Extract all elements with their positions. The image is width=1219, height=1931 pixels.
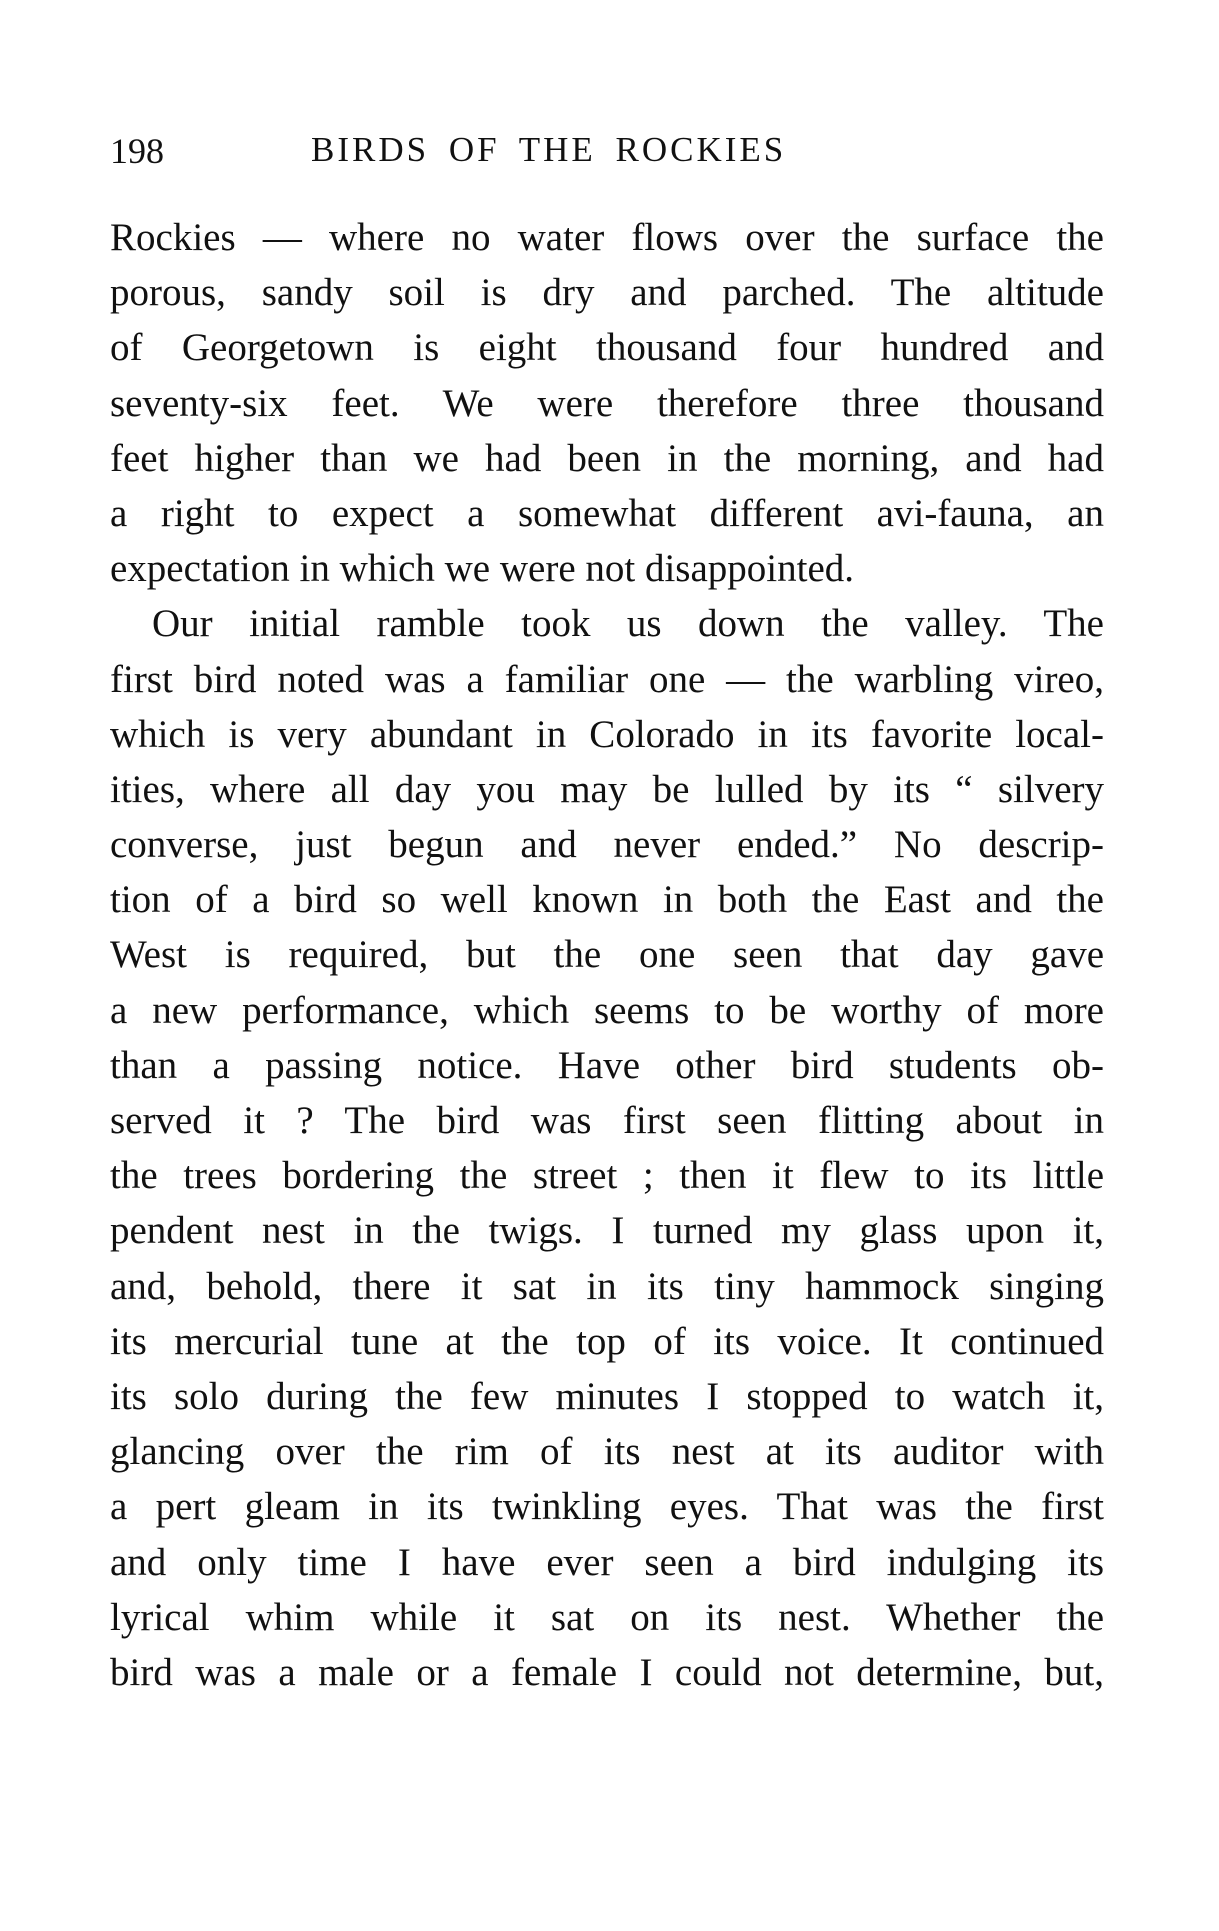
text-line: first bird noted was a familiar one — the warbling vireo, [110,657,1104,701]
paragraph-2 [110,596,1104,1700]
text-line: Our initial ramble took us down the valley. The [152,602,1104,646]
text-line: bird was a male or a female I could not determine, but, [110,1650,1104,1694]
text-line: a pert gleam in its twinkling eyes. That was the first [110,1485,1104,1529]
page-number: 198 [110,131,164,171]
text-line: which is very abundant in Colorado in its favorite local- [110,712,1104,756]
text-line: ities, where all day you may be lulled by its “ silvery [110,767,1104,811]
text-line: tion of a bird so well known in both the East and the [110,878,1104,922]
text-line: feet higher than we had been in the morning, and had [110,436,1104,480]
text-line: glancing over the rim of its nest at its auditor with [110,1430,1104,1474]
text-line: the trees bordering the street ; then it flew to its little [110,1154,1104,1198]
text-line: seventy-six feet. We were therefore three thousand [110,381,1104,425]
text-line: of Georgetown is eight thousand four hundred and [110,326,1104,370]
text-line: and only time I have ever seen a bird indulging its [110,1540,1104,1584]
text-line: a new performance, which seems to be worthy of more [110,988,1104,1032]
text-line: a right to expect a somewhat different avi-fauna, an [110,491,1104,535]
text-line: porous, sandy soil is dry and parched. The altitude [110,271,1104,315]
body-text [110,210,1104,1700]
text-line: than a passing notice. Have other bird students ob- [110,1043,1104,1087]
paragraph-1 [110,210,1104,596]
text-line: Rockies — where no water flows over the surface the [110,216,1104,259]
text-line: converse, just begun and never ended.” No descrip- [110,823,1104,867]
text-line: served it ? The bird was first seen flitting about in [110,1099,1104,1142]
running-title: BIRDS OF THE ROCKIES [311,130,787,169]
text-line: its mercurial tune at the top of its voice. It continued [110,1319,1104,1363]
text-line: expectation in which we were not disappointed. [110,547,855,591]
text-line: its solo during the few minutes I stopped to watch it, [110,1374,1104,1418]
text-line: West is required, but the one seen that day gave [110,933,1104,977]
text-line: and, behold, there it sat in its tiny hammock singing [110,1264,1104,1308]
text-line: pendent nest in the twigs. I turned my glass upon it, [110,1209,1104,1253]
text-line: lyrical whim while it sat on its nest. Whether the [110,1595,1104,1639]
